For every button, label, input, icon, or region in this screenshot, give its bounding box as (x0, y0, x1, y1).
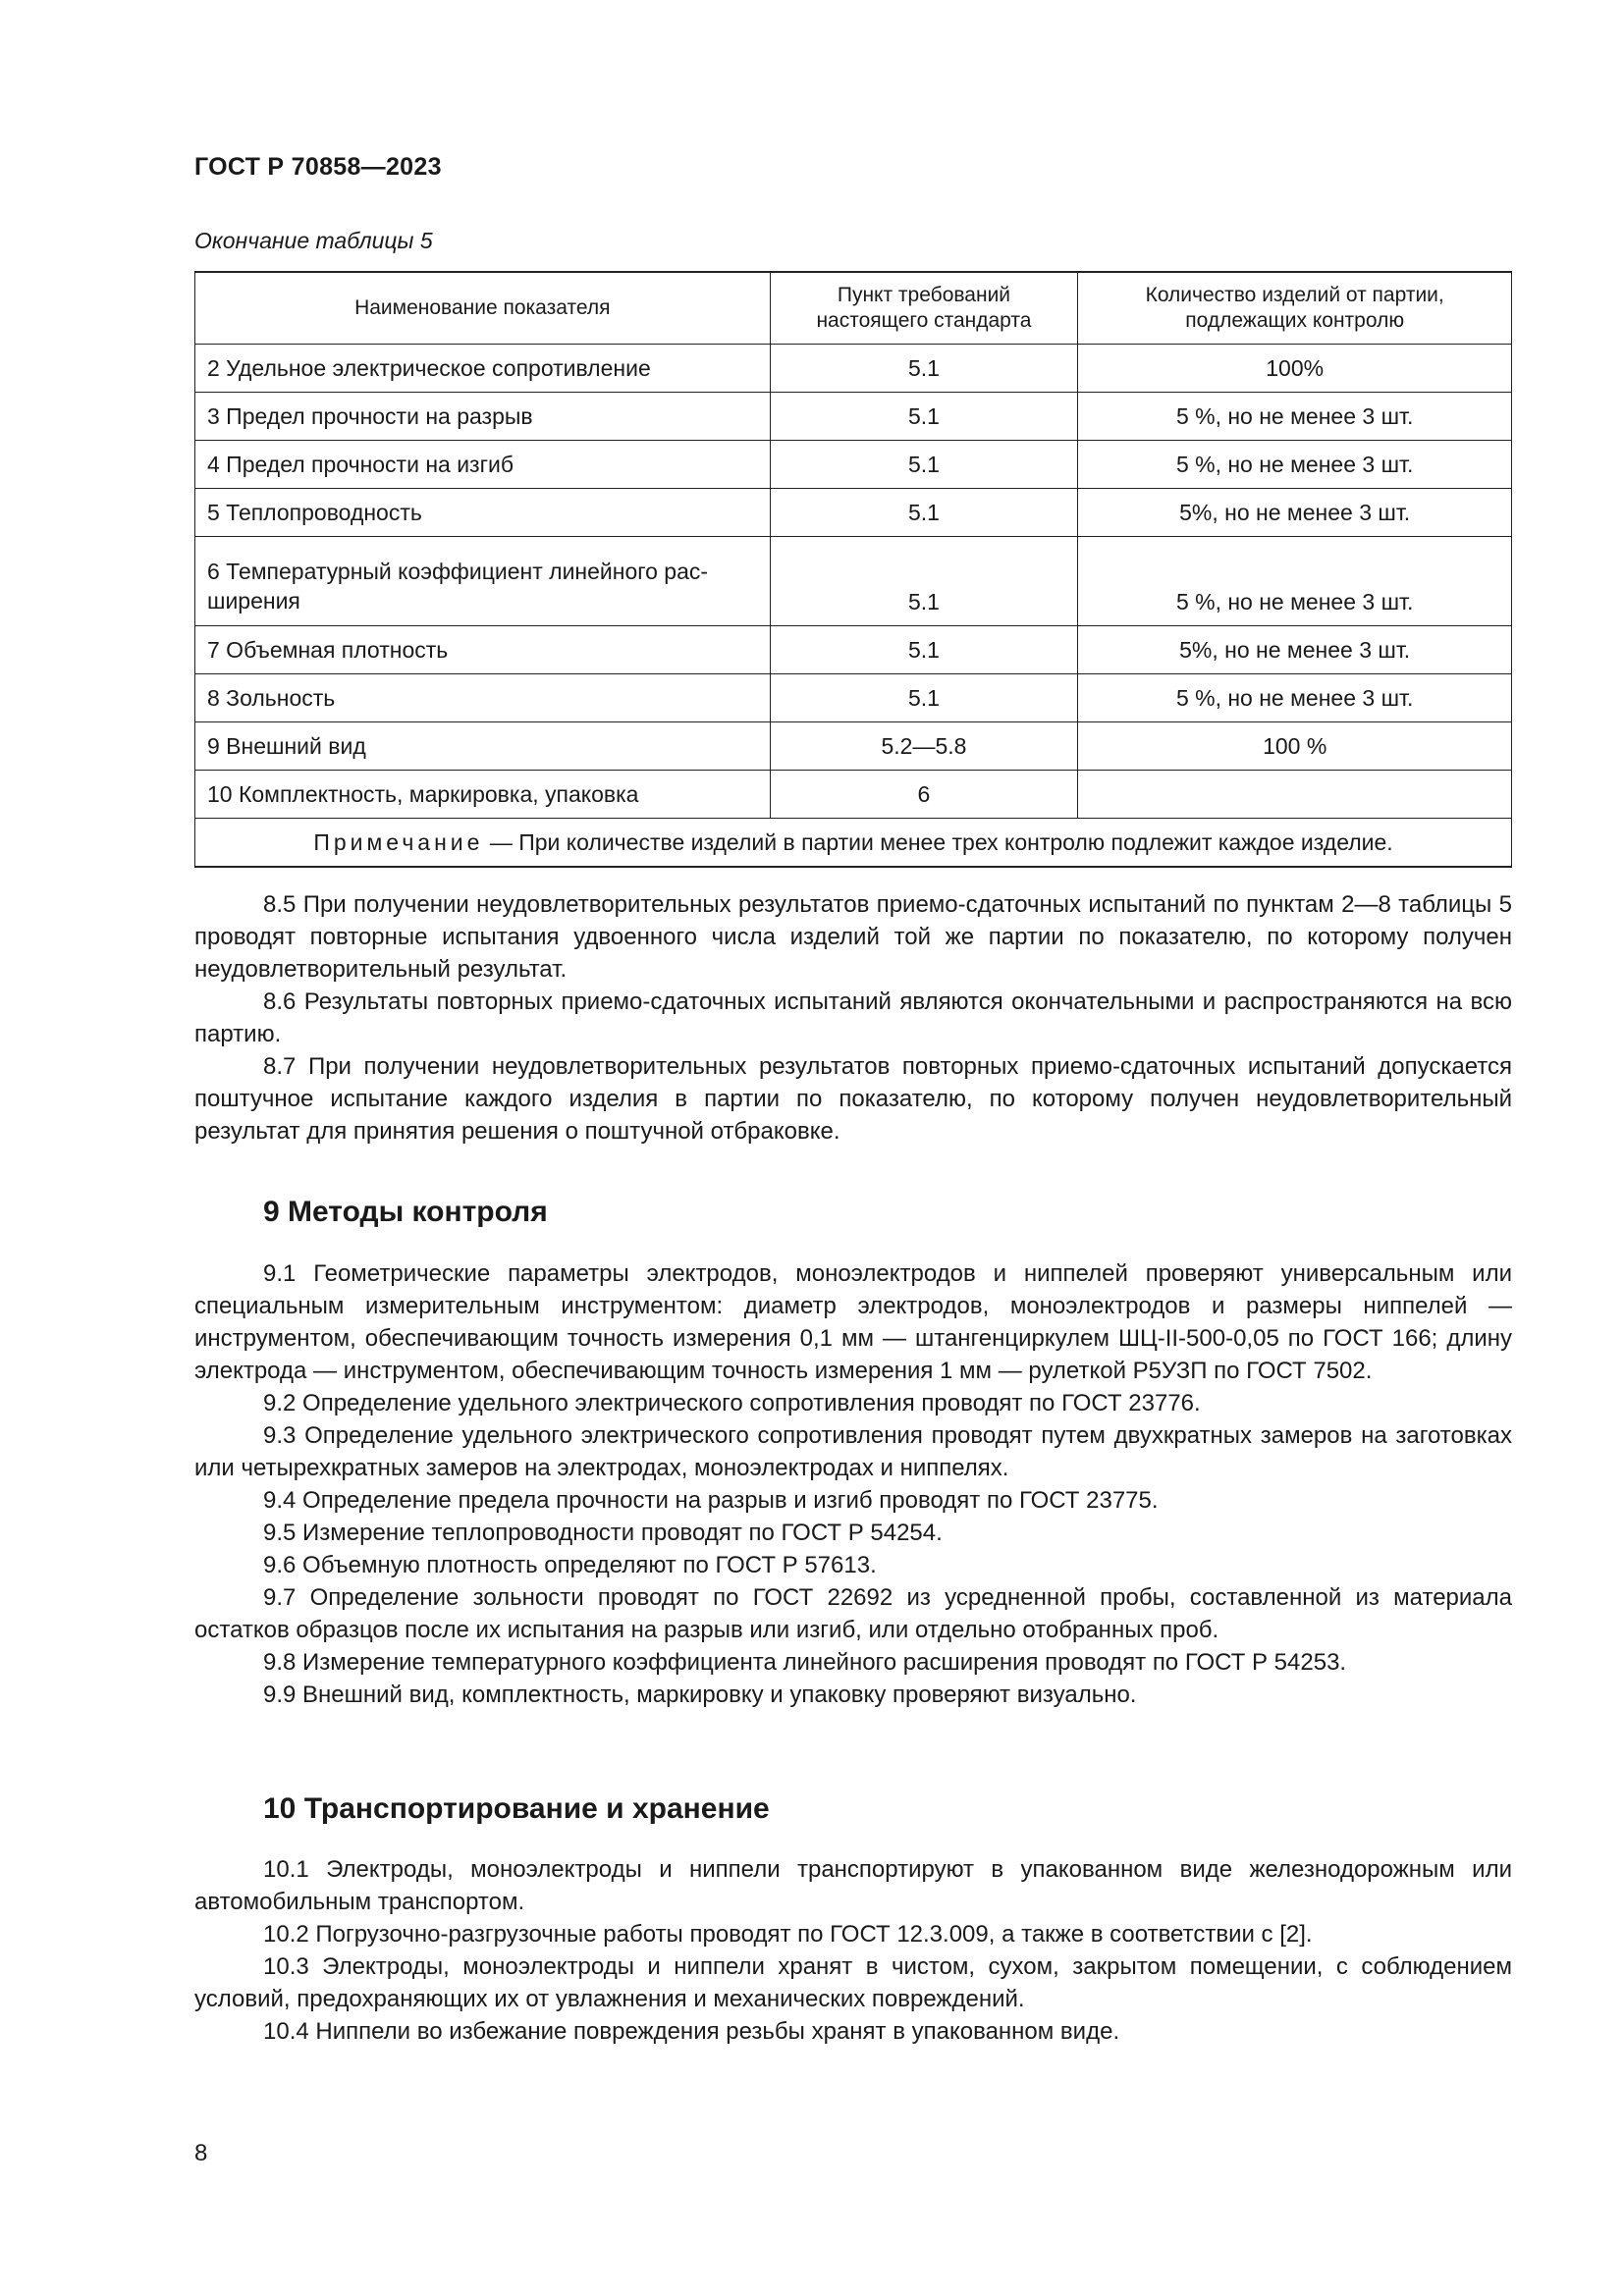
note-text: — При количестве изделий в партии менее трех контролю подлежит каждое изделие. (483, 828, 1393, 855)
cell-clause: 5.1 (770, 674, 1078, 722)
cell-quantity: 5%, но не менее 3 шт. (1078, 626, 1512, 674)
paragraph: 8.5 При получении неудовлетворительных результатов приемо-сдаточных испытаний по пунктам 2—8 таблицы 5 проводят повторные испытания удвоенного числа изделий той же партии по показателю, по которому получен неудовлетворительный результат. (194, 891, 1512, 983)
table-row (195, 722, 1512, 771)
table-row (195, 393, 1512, 441)
table-row (195, 626, 1512, 674)
table-row (195, 537, 1512, 626)
header-clause: Пункт требований настоящего стандарта (770, 272, 1078, 345)
paragraph: 9.3 Определение удельного электрического сопротивления проводят путем двухкратных замеров на заготовках или четырехкратных замеров на электродах, моноэлектродах и ниппелях. (194, 1422, 1512, 1481)
table-note-row (195, 819, 1512, 868)
paragraph: 10.3 Электроды, моноэлектроды и ниппели хранят в чистом, сухом, закрытом помещении, с соблюдением условий, предохраняющих их от увлажнения и механических повреждений. (194, 1953, 1512, 2012)
cell-name: 7 Объемная плотность (195, 626, 771, 674)
paragraph: 9.1 Геометрические параметры электродов, моноэлектродов и ниппелей проверяют универсальным или специальным измерительным инструментом: диаметр электродов, моноэлектродов и размеры ниппелей — инструментом, обеспечивающим точность измерения 0,1 мм — штангенциркулем ШЦ-II-500-0,05 по ГОСТ 166; длину электрода — инструментом, обеспечивающим точность измерения 1 мм — рулеткой Р5УЗП по ГОСТ 7502. (194, 1260, 1512, 1384)
header-indicator-name: Наименование показателя (195, 272, 771, 345)
table-row (195, 489, 1512, 537)
header-quantity: Количество изделий от партии, подлежащих контролю (1078, 272, 1512, 345)
cell-name: 6 Температурный коэффициент линейного рас-ширения (195, 537, 771, 626)
page-number: 8 (194, 2140, 208, 2166)
section-10-text (194, 1853, 1512, 2048)
cell-name: 5 Теплопроводность (195, 489, 771, 537)
cell-quantity: 5 %, но не менее 3 шт. (1078, 537, 1512, 626)
paragraph: 9.6 Объемную плотность определяют по ГОСТ Р 57613. (263, 1552, 877, 1578)
cell-quantity: 100% (1078, 345, 1512, 393)
cell-name: 8 Зольность (195, 674, 771, 722)
paragraph: 10.1 Электроды, моноэлектроды и ниппели транспортируют в упакованном виде железнодорожным или автомобильным транспортом. (194, 1856, 1512, 1915)
cell-quantity: 5 %, но не менее 3 шт. (1078, 393, 1512, 441)
cell-clause: 5.2—5.8 (770, 722, 1078, 771)
cell-name: 4 Предел прочности на изгиб (195, 441, 771, 489)
table-5 (194, 271, 1512, 868)
paragraph: 9.7 Определение зольности проводят по ГОСТ 22692 из усредненной пробы, составленной из материала остатков образцов после их испытания на разрыв или изгиб, или отдельно отобранных проб. (194, 1584, 1512, 1643)
paragraph: 9.5 Измерение теплопроводности проводят по ГОСТ Р 54254. (263, 1520, 943, 1546)
table-caption: Окончание таблицы 5 (194, 228, 433, 253)
cell-clause: 6 (770, 771, 1078, 819)
section-10-heading: 10 Транспортирование и хранение (263, 1792, 770, 1825)
cell-quantity (1078, 771, 1512, 819)
cell-quantity: 5 %, но не менее 3 шт. (1078, 441, 1512, 489)
paragraph: 9.8 Измерение температурного коэффициента линейного расширения проводят по ГОСТ Р 54253. (263, 1649, 1347, 1676)
table-row (195, 771, 1512, 819)
paragraph: 10.4 Ниппели во избежание повреждения резьбы хранят в упакованном виде. (263, 2018, 1120, 2045)
cell-quantity: 5 %, но не менее 3 шт. (1078, 674, 1512, 722)
paragraph: 9.2 Определение удельного электрического сопротивления проводят по ГОСТ 23776. (263, 1390, 1201, 1416)
cell-clause: 5.1 (770, 626, 1078, 674)
table-row (195, 441, 1512, 489)
table-header-row (195, 272, 1512, 345)
note-label: Примечание (313, 828, 484, 855)
paragraph: 8.6 Результаты повторных приемо-сдаточных испытаний являются окончательными и распространяются на всю партию. (194, 988, 1512, 1047)
paragraph: 8.7 При получении неудовлетворительных результатов повторных приемо-сдаточных испытаний допускается поштучное испытание каждого изделия в партии по показателю, по которому получен неудовлетворительный результат для принятия решения о поштучной отбраковке. (194, 1053, 1512, 1145)
section-8-text (194, 888, 1512, 1148)
cell-clause: 5.1 (770, 393, 1078, 441)
section-9-text (194, 1257, 1512, 1711)
cell-name: 2 Удельное электрическое сопротивление (195, 345, 771, 393)
cell-name: 3 Предел прочности на разрыв (195, 393, 771, 441)
cell-clause: 5.1 (770, 489, 1078, 537)
section-9-heading: 9 Методы контроля (263, 1196, 548, 1228)
table-note (195, 819, 1512, 868)
cell-clause: 5.1 (770, 345, 1078, 393)
cell-clause: 5.1 (770, 537, 1078, 626)
table-row (195, 674, 1512, 722)
paragraph: 10.2 Погрузочно-разгрузочные работы проводят по ГОСТ 12.3.009, а также в соответствии с [2]. (263, 1921, 1313, 1948)
table-row (195, 345, 1512, 393)
cell-name: 9 Внешний вид (195, 722, 771, 771)
document-code: ГОСТ Р 70858—2023 (194, 153, 442, 181)
paragraph: 9.4 Определение предела прочности на разрыв и изгиб проводят по ГОСТ 23775. (263, 1487, 1159, 1514)
cell-quantity: 5%, но не менее 3 шт. (1078, 489, 1512, 537)
paragraph: 9.9 Внешний вид, комплектность, маркировку и упаковку проверяют визуально. (263, 1682, 1137, 1708)
cell-quantity: 100 % (1078, 722, 1512, 771)
cell-name: 10 Комплектность, маркировка, упаковка (195, 771, 771, 819)
cell-clause: 5.1 (770, 441, 1078, 489)
